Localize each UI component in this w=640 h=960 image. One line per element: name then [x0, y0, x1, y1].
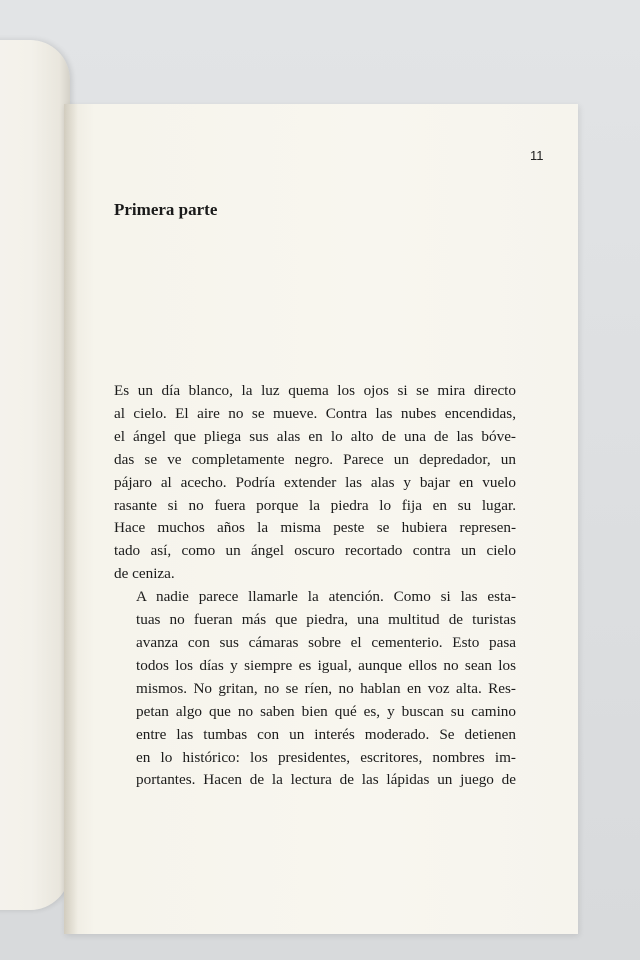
- text-line: mismos. No gritan, no se ríen, no hablan en voz alta. Res-: [136, 679, 516, 697]
- text-line: das se ve completamente negro. Parece un depredador, un: [114, 450, 516, 468]
- body-text: [114, 380, 516, 792]
- text-line: avanza con sus cámaras sobre el cementerio. Esto pasa: [136, 633, 516, 651]
- text-line: de ceniza.: [114, 565, 175, 583]
- text-line: Hace muchos años la misma peste se hubiera represen-: [114, 519, 516, 537]
- facing-page-edge: [0, 40, 70, 910]
- text-line: tado así, como un ángel oscuro recortado contra un cielo: [114, 542, 516, 560]
- text-line: todos los días y siempre es igual, aunque ellos no sean los: [136, 656, 516, 674]
- text-line: Es un día blanco, la luz quema los ojos si se mira directo: [114, 382, 516, 399]
- gutter-shadow: [64, 104, 78, 934]
- paragraph-1: [114, 380, 516, 586]
- text-line: en lo histórico: los presidentes, escritores, nombres im-: [136, 748, 516, 766]
- section-title: Primera parte: [114, 200, 218, 219]
- text-line: petan algo que no saben bien qué es, y buscan su camino: [136, 702, 516, 720]
- text-line: el ángel que pliega sus alas en lo alto de una de las bóve-: [114, 427, 516, 445]
- text-line: tuas no fueran más que piedra, una multitud de turistas: [136, 611, 516, 629]
- text-line: A nadie parece llamarle la atención. Como si las esta-: [136, 588, 516, 606]
- paragraph-2: [114, 586, 516, 792]
- text-line: pájaro al acecho. Podría extender las alas y bajar en vuelo: [114, 473, 516, 491]
- text-line: al cielo. El aire no se mueve. Contra las nubes encendidas,: [114, 404, 516, 422]
- text-line: portantes. Hacen de la lectura de las lápidas un juego de: [136, 771, 516, 789]
- text-line: entre las tumbas con un interés moderado. Se detienen: [136, 725, 516, 743]
- page-number: 11: [530, 148, 544, 163]
- text-line: rasante si no fuera porque la piedra lo fija en su lugar.: [114, 496, 516, 514]
